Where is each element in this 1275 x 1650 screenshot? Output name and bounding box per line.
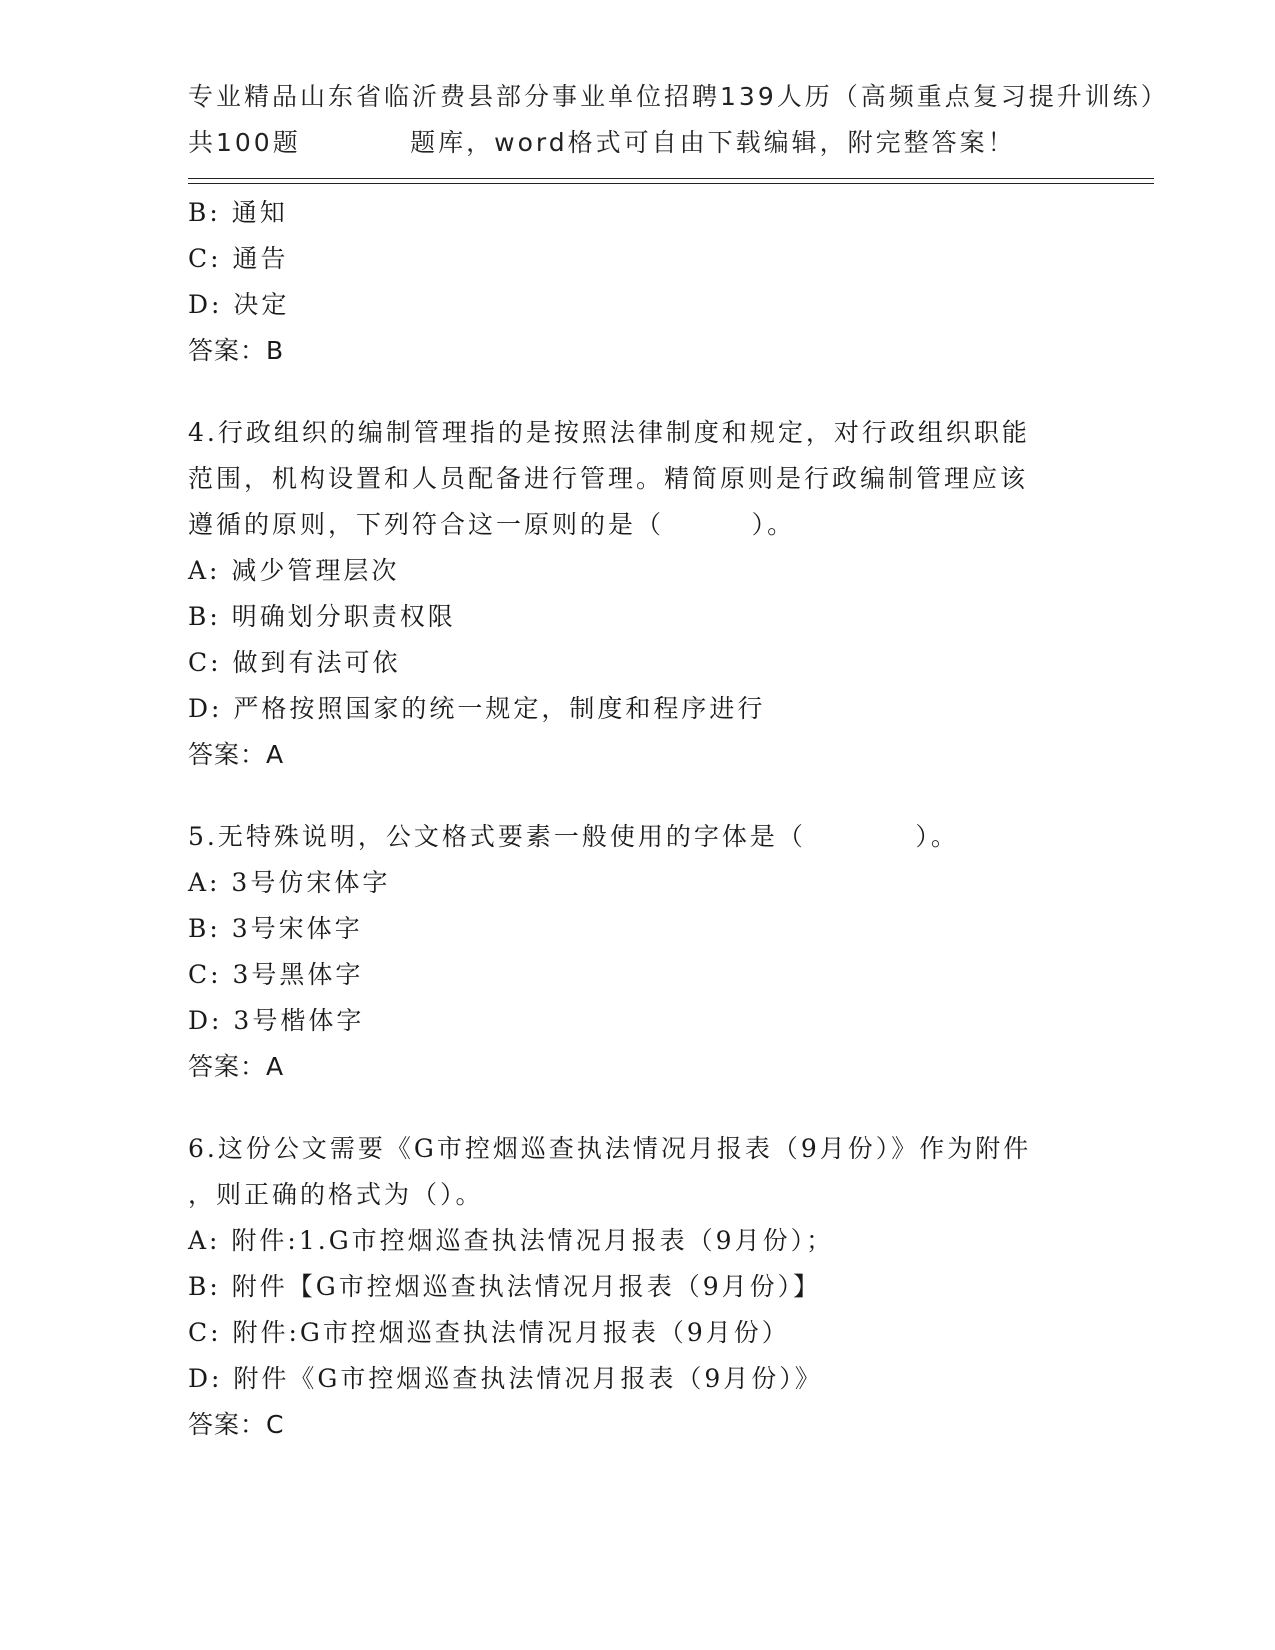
question-5 (188, 814, 1148, 1090)
question-stem-line: 范围，机构设置和人员配备进行管理。精简原则是行政编制管理应该 (188, 464, 1029, 493)
option-d: D: 严格按照国家的统一规定，制度和程序进行 (188, 694, 766, 723)
header-subtitle-line: 共100题 题库，word格式可自由下载编辑，附完整答案！ (188, 128, 1016, 157)
question-stem-line: ，则正确的格式为（）。 (188, 1180, 484, 1209)
answer-line: 答案：C (188, 1410, 285, 1439)
answer-line: 答案：A (188, 740, 285, 769)
answer-line: 答案：A (188, 1052, 285, 1081)
option-a: A: 附件:1.G市控烟巡查执法情况月报表（9月份）； (188, 1226, 835, 1255)
option-c: C: 通告 (188, 244, 289, 273)
header-title-line: 专业精品山东省临沂费县部分事业单位招聘139人历（高频重点复习提升训练） (188, 82, 1169, 111)
question-stem-line: 遵循的原则，下列符合这一原则的是（ ）。 (188, 510, 796, 539)
option-b: B: 3号宋体字 (188, 914, 363, 943)
question-continued (188, 190, 1148, 374)
option-d: D: 3号楷体字 (188, 1006, 365, 1035)
question-stem-line: 4.行政组织的编制管理指的是按照法律制度和规定，对行政组织职能 (188, 418, 1030, 447)
question-stem-line: 6.这份公文需要《G市控烟巡查执法情况月报表（9月份）》作为附件 (188, 1134, 1032, 1163)
option-b: B: 通知 (188, 198, 288, 227)
option-b: B: 附件【G市控烟巡查执法情况月报表（9月份）】 (188, 1272, 822, 1301)
option-a: A: 减少管理层次 (188, 556, 400, 585)
option-a: A: 3号仿宋体字 (188, 868, 391, 897)
option-c: C: 附件:G市控烟巡查执法情况月报表（9月份） (188, 1318, 790, 1347)
option-c: C: 做到有法可依 (188, 648, 401, 677)
document-header (188, 74, 1169, 166)
header-divider-bottom (188, 183, 1154, 184)
option-b: B: 明确划分职责权限 (188, 602, 456, 631)
question-6 (188, 1126, 1148, 1448)
option-d: D: 决定 (188, 290, 290, 319)
question-4 (188, 410, 1148, 778)
document-body (188, 190, 1148, 1448)
header-divider-top (188, 178, 1154, 179)
answer-line: 答案：B (188, 336, 285, 365)
option-c: C: 3号黑体字 (188, 960, 364, 989)
option-d: D: 附件《G市控烟巡查执法情况月报表（9月份）》 (188, 1364, 823, 1393)
question-stem-line: 5.无特殊说明，公文格式要素一般使用的字体是（ ）。 (188, 822, 959, 851)
